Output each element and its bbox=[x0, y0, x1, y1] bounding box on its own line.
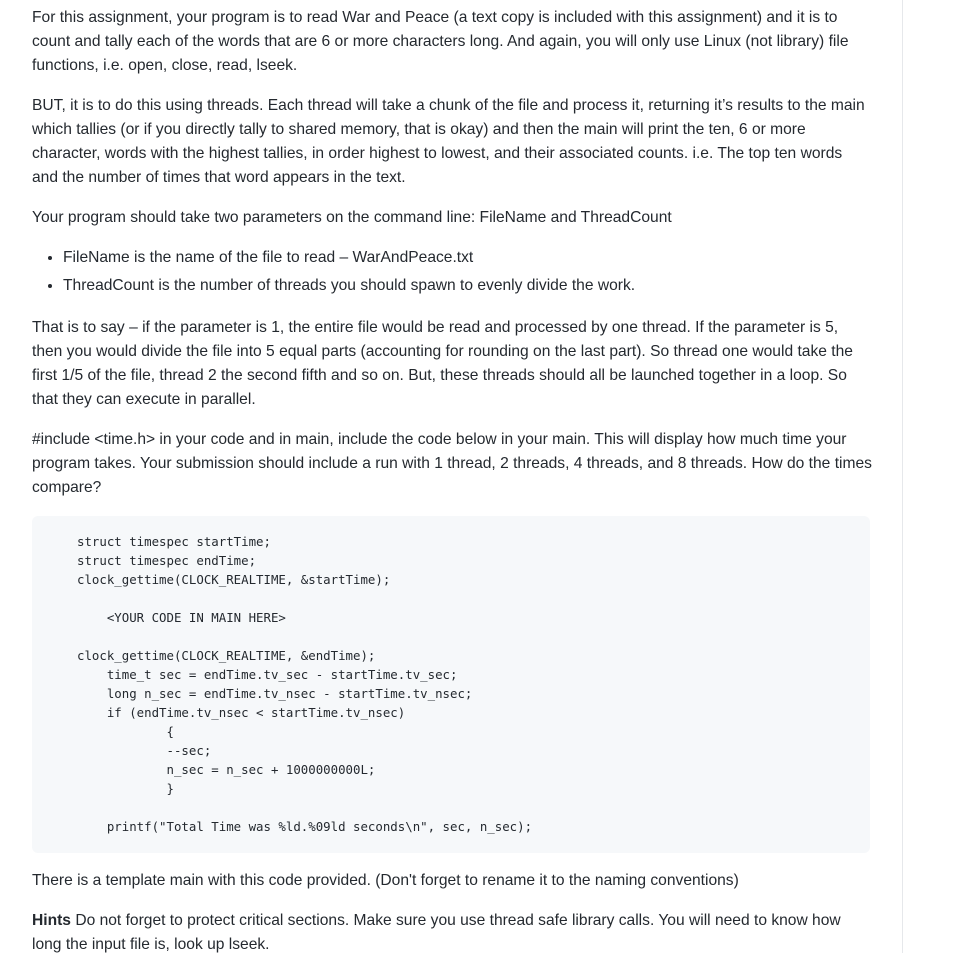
timing-paragraph: #include <time.h> in your code and in main, include the code below in your main. This will display how much time your program takes. Your submission should include a run with 1 thread, 2 threads, 4 threads, and 8 threads. How do the times compare? bbox=[32, 431, 872, 496]
template-paragraph: There is a template main with this code provided. (Don't forget to rename it to the naming conventions) bbox=[32, 872, 739, 889]
code-line: <YOUR CODE IN MAIN HERE> bbox=[77, 610, 286, 625]
intro-paragraph: For this assignment, your program is to read War and Peace (a text copy is included with this assignment) and it is to count and tally each of the words that are 6 or more characters long. And again, you will only use Linux (not library) file functions, i.e. open, close, read, lseek. bbox=[32, 9, 849, 74]
hints-paragraph bbox=[32, 909, 872, 957]
hints-label: Hints bbox=[32, 912, 71, 929]
code-line bbox=[32, 627, 870, 646]
code-line: struct timespec startTime; bbox=[77, 534, 271, 549]
code-line: { bbox=[77, 724, 174, 739]
parameters-list bbox=[32, 244, 872, 300]
code-line: long n_sec = endTime.tv_nsec - startTime.tv_nsec; bbox=[77, 686, 473, 701]
list-item-threadcount: • ThreadCount is the number of threads you should spawn to evenly divide the work. bbox=[63, 272, 872, 300]
code-line: clock_gettime(CLOCK_REALTIME, &endTime); bbox=[77, 648, 376, 663]
code-line: if (endTime.tv_nsec < startTime.tv_nsec) bbox=[77, 705, 406, 720]
code-line bbox=[32, 589, 870, 608]
code-line: n_sec = n_sec + 1000000000L; bbox=[77, 762, 376, 777]
assignment-description bbox=[32, 6, 872, 957]
code-line: time_t sec = endTime.tv_sec - startTime.tv_sec; bbox=[77, 667, 458, 682]
right-border-divider bbox=[902, 0, 903, 953]
threads-paragraph: BUT, it is to do this using threads. Each thread will take a chunk of the file and process it, returning it’s results to the main which tallies (or if you directly tally to shared memory, that is okay) and then the main will print the ten, 6 or more character, words with the highest tallies, in order highest to lowest, and their associated counts. i.e. The top ten words and the number of times that word appears in the text. bbox=[32, 97, 865, 186]
code-line bbox=[32, 798, 870, 817]
division-paragraph: That is to say – if the parameter is 1, the entire file would be read and processed by one thread. If the parameter is 5, then you would divide the file into 5 equal parts (accounting for rounding on the last part). So thread one would take the first 1/5 of the file, thread 2 the second fifth and so on. But, these threads should all be launched together in a loop. So that they can execute in parallel. bbox=[32, 319, 853, 408]
code-line: --sec; bbox=[77, 743, 212, 758]
code-line: printf("Total Time was %ld.%09ld seconds\n", sec, n_sec); bbox=[77, 819, 533, 834]
code-line: struct timespec endTime; bbox=[77, 553, 257, 568]
code-line: } bbox=[77, 781, 174, 796]
parameters-paragraph: Your program should take two parameters on the command line: FileName and ThreadCount bbox=[32, 209, 672, 226]
code-line: clock_gettime(CLOCK_REALTIME, &startTime); bbox=[77, 572, 391, 587]
hints-text: Do not forget to protect critical sections. Make sure you use thread safe library calls. You will need to know how long the input file is, look up lseek. bbox=[32, 912, 841, 953]
code-block bbox=[32, 516, 870, 853]
list-item-filename: • FileName is the name of the file to read – WarAndPeace.txt bbox=[63, 244, 872, 272]
